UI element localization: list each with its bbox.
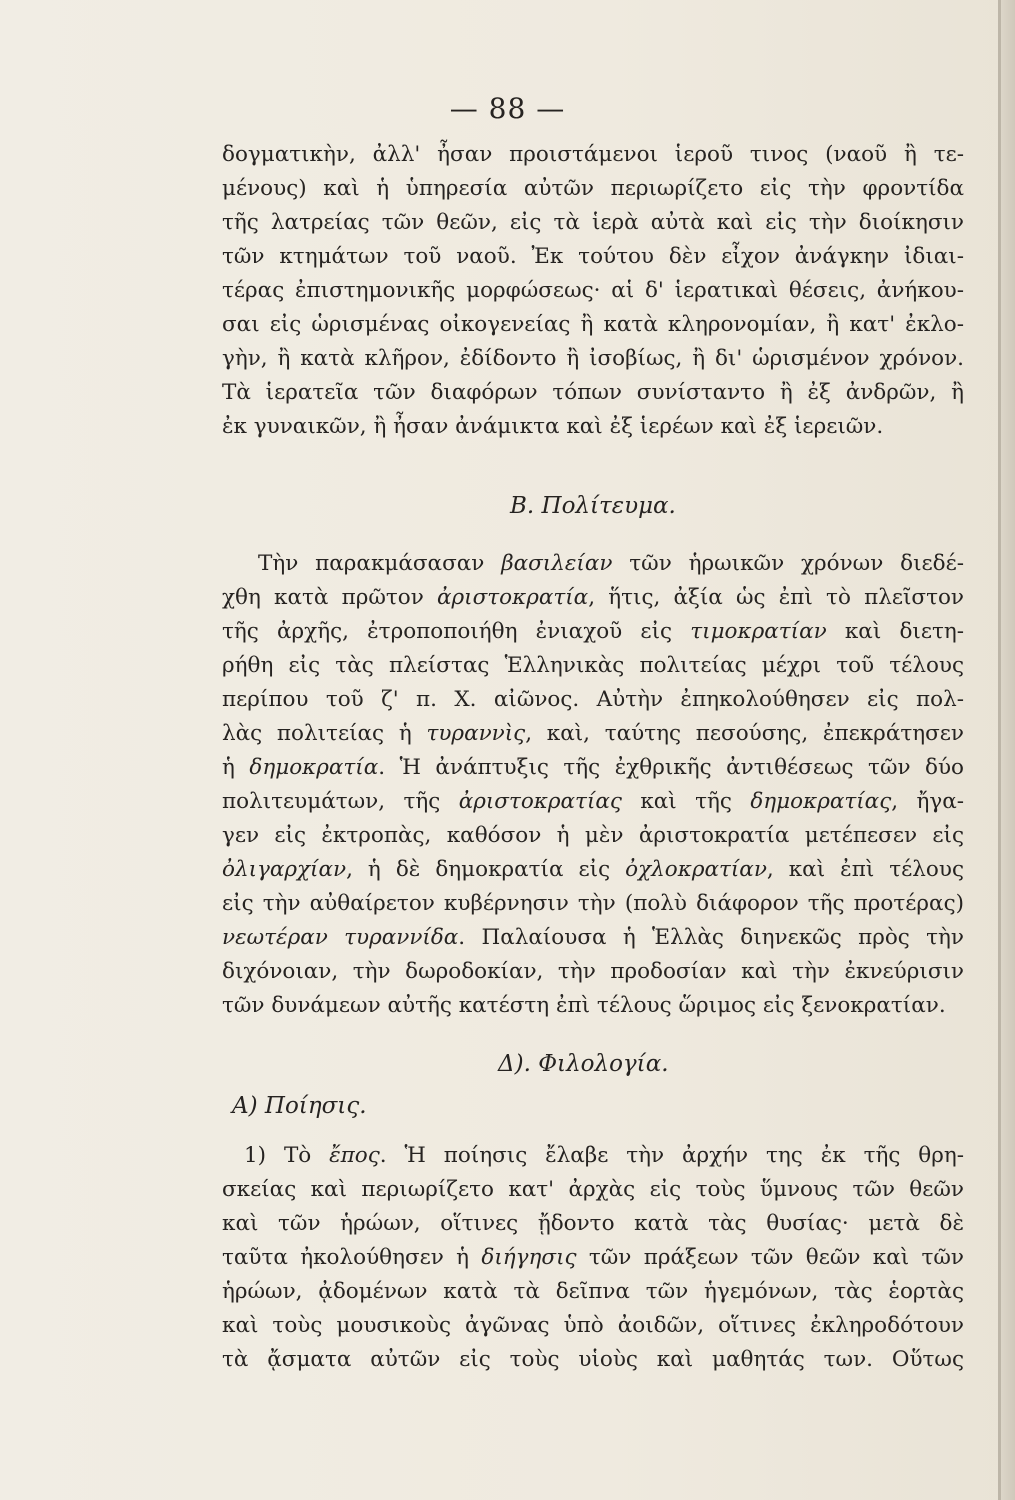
- para2-line: γεν εἰς ἐκτροπὰς, καθόσον ἡ μὲν ἀριστοκρατία μετέπεσεν εἰς: [222, 823, 964, 848]
- para3-line: 1) Τὸ ἔπος. Ἡ ποίησις ἔλαβε τὴν ἀρχήν της ἐκ τῆς θρη-: [244, 1143, 964, 1168]
- para2-line: ὀλιγαρχίαν, ἡ δὲ δημοκρατία εἰς ὀχλοκρατίαν, καὶ ἐπὶ τέλους: [222, 857, 964, 882]
- para1-line: γὴν, ἢ κατὰ κλῆρον, ἐδίδοντο ἢ ἰσοβίως, ἢ δι' ὡρισμένον χρόνον.: [222, 346, 964, 371]
- page-number: — 88 —: [449, 92, 566, 125]
- para1-line: δογματικὴν, ἀλλ' ἦσαν προιστάμενοι ἱεροῦ τινος (ναοῦ ἢ τε-: [222, 142, 964, 167]
- para1-line: τῆς λατρείας τῶν θεῶν, εἰς τὰ ἱερὰ αὐτὰ καὶ εἰς τὴν διοίκησιν: [222, 210, 964, 235]
- book-spine-line: [998, 0, 1001, 1500]
- para3-line: καὶ τῶν ἡρώων, οἵτινες ᾔδοντο κατὰ τὰς θυσίας· μετὰ δὲ: [222, 1211, 964, 1236]
- para1-line: τῶν κτημάτων τοῦ ναοῦ. Ἐκ τούτου δὲν εἶχον ἀνάγκην ἰδιαι-: [222, 244, 964, 269]
- para3-line: τὰ ᾄσματα αὐτῶν εἰς τοὺς υἱοὺς καὶ μαθητάς των. Οὕτως: [222, 1347, 964, 1372]
- section-heading-philologia: Δ). Φιλολογία.: [498, 1051, 669, 1077]
- book-edge: [1001, 0, 1015, 1500]
- para2-line: ἡ δημοκρατία. Ἡ ἀνάπτυξις τῆς ἐχθρικῆς ἀντιθέσεως τῶν δύο: [222, 755, 964, 780]
- para2-line: νεωτέραν τυραννίδα. Παλαίουσα ἡ Ἑλλὰς διηνεκῶς πρὸς τὴν: [222, 925, 964, 950]
- para2-line: λὰς πολιτείας ἡ τυραννὶς, καὶ, ταύτης πεσούσης, ἐπεκράτησεν: [222, 721, 964, 746]
- para2-line: διχόνοιαν, τὴν δωροδοκίαν, τὴν προδοσίαν καὶ τὴν ἐκνεύρισιν: [222, 959, 964, 984]
- para2-line: ρήθη εἰς τὰς πλείστας Ἑλληνικὰς πολιτείας μέχρι τοῦ τέλους: [222, 653, 964, 678]
- para2-line: περίπου τοῦ ζ' π. Χ. αἰῶνος. Αὐτὴν ἐπηκολούθησεν εἰς πολ-: [222, 687, 964, 712]
- para2-line: χθη κατὰ πρῶτον ἀριστοκρατία, ἥτις, ἀξία ὡς ἐπὶ τὸ πλεῖστον: [222, 585, 964, 610]
- para3-line: ταῦτα ἠκολούθησεν ἡ διήγησις τῶν πράξεων τῶν θεῶν καὶ τῶν: [222, 1245, 964, 1270]
- para2-line: τῆς ἀρχῆς, ἐτροποποιήθη ἐνιαχοῦ εἰς τιμοκρατίαν καὶ διετη-: [222, 619, 964, 644]
- para2-line: εἰς τὴν αὐθαίρετον κυβέρνησιν τὴν (πολὺ διάφορον τῆς προτέρας): [222, 891, 964, 916]
- para2-line: τῶν δυνάμεων αὐτῆς κατέστη ἐπὶ τέλους ὥριμος εἰς ξενοκρατίαν.: [222, 993, 946, 1018]
- para3-line: ἡρώων, ᾀδομένων κατὰ τὰ δεῖπνα τῶν ἡγεμόνων, τὰς ἑορτὰς: [222, 1279, 964, 1304]
- para1-line: σαι εἰς ὡρισμένας οἰκογενείας ἢ κατὰ κληρονομίαν, ἢ κατ' ἐκλο-: [222, 312, 964, 337]
- para3-line: σκείας καὶ περιωρίζετο κατ' ἀρχὰς εἰς τοὺς ὕμνους τῶν θεῶν: [222, 1177, 964, 1202]
- subsection-heading-poiesis: Α) Ποίησις.: [232, 1093, 367, 1119]
- para1-line: Τὰ ἱερατεῖα τῶν διαφόρων τόπων συνίσταντο ἢ ἐξ ἀνδρῶν, ἢ: [222, 380, 964, 405]
- para1-line: τέρας ἐπιστημονικῆς μορφώσεως· αἱ δ' ἱερατικαὶ θέσεις, ἀνήκου-: [222, 278, 964, 303]
- para1-line: μένους) καὶ ἡ ὑπηρεσία αὐτῶν περιωρίζετο εἰς τὴν φροντίδα: [222, 176, 964, 201]
- section-heading-politeuma: Β. Πολίτευμα.: [510, 493, 676, 519]
- para3-line: καὶ τοὺς μουσικοὺς ἀγῶνας ὑπὸ ἀοιδῶν, οἵτινες ἐκληροδότουν: [222, 1313, 964, 1338]
- para2-line: πολιτευμάτων, τῆς ἀριστοκρατίας καὶ τῆς δημοκρατίας, ἤγα-: [222, 789, 964, 814]
- para2-line: Τὴν παρακμάσασαν βασιλείαν τῶν ἡρωικῶν χρόνων διεδέ-: [258, 551, 964, 576]
- para1-line: ἐκ γυναικῶν, ἢ ἦσαν ἀνάμικτα καὶ ἐξ ἱερέων καὶ ἐξ ἱερειῶν.: [222, 414, 884, 439]
